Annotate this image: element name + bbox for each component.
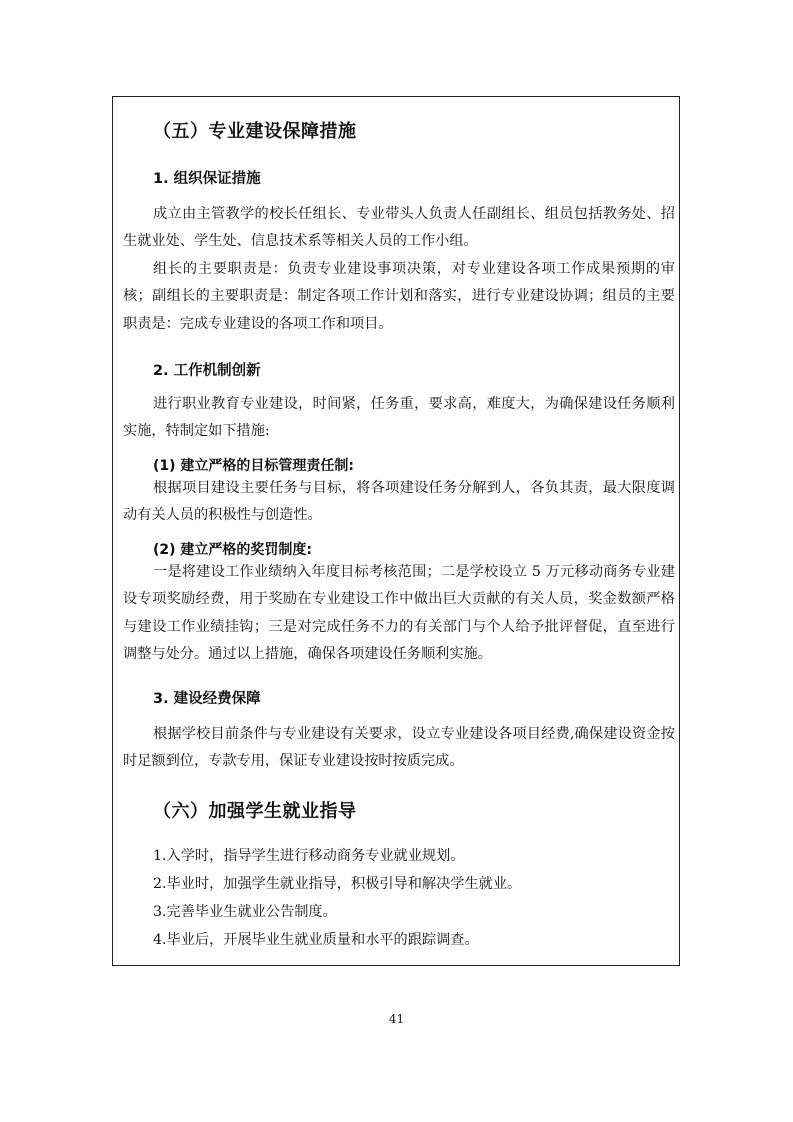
subsection-2-intro: 进行职业教育专业建设，时间紧，任务重，要求高，难度大，为确保建设任务顺利实施，特制定如下措施:	[123, 396, 675, 440]
document-frame	[112, 96, 680, 966]
page-number: 41	[388, 1012, 405, 1026]
subsection-3-heading: 3. 建设经费保障	[153, 691, 261, 707]
guidance-item-3: 3.完善毕业生就业公告制度。	[153, 904, 337, 920]
measure-2-text: 一是将建设工作业绩纳入年度目标考核范围；二是学校设立 5 万元移动商务专业建设专项奖励经费，用于奖励在专业建设工作中做出巨大贡献的有关人员，奖金数额严格与建设工作业绩挂钩；三是对完成任务不力的有关部门与个人给予批评督促，直至进行调整与处分。通过以上措施，确保各项建设任务顺利实施。	[123, 564, 675, 662]
subsection-1-heading: 1. 组织保证措施	[153, 171, 261, 187]
section-5-heading: （五）专业建设保障措施	[153, 121, 357, 142]
guidance-item-1: 1.入学时，指导学生进行移动商务专业就业规划。	[153, 848, 465, 864]
document-content	[113, 97, 679, 965]
measure-1-text: 根据项目建设主要任务与目标，将各项建设任务分解到人，各负其责，最大限度调动有关人员的积极性与创造性。	[123, 480, 675, 524]
section-6-heading: （六）加强学生就业指导	[153, 801, 357, 822]
subsection-1-paragraph-2: 组长的主要职责是：负责专业建设事项决策，对专业建设各项工作成果预期的审核；副组长的主要职责是：制定各项工作计划和落实，进行专业建设协调；组员的主要职责是：完成专业建设的各项工作和项目。	[123, 261, 675, 332]
subsection-2-heading: 2. 工作机制创新	[153, 363, 261, 379]
measure-2-heading: (2) 建立严格的奖罚制度:	[153, 542, 313, 558]
guidance-item-4: 4.毕业后，开展毕业生就业质量和水平的跟踪调查。	[153, 932, 479, 948]
guidance-item-2: 2.毕业时，加强学生就业指导，积极引导和解决学生就业。	[153, 876, 522, 892]
subsection-3-paragraph: 根据学校目前条件与专业建设有关要求，设立专业建设各项目经费,确保建设资金按时足额到位，专款专用，保证专业建设按时按质完成。	[123, 726, 675, 770]
subsection-1-paragraph-1: 成立由主管教学的校长任组长、专业带头人负责人任副组长、组员包括教务处、招生就业处、学生处、信息技术系等相关人员的工作小组。	[123, 206, 675, 250]
measure-1-heading: (1) 建立严格的目标管理责任制:	[153, 458, 355, 474]
